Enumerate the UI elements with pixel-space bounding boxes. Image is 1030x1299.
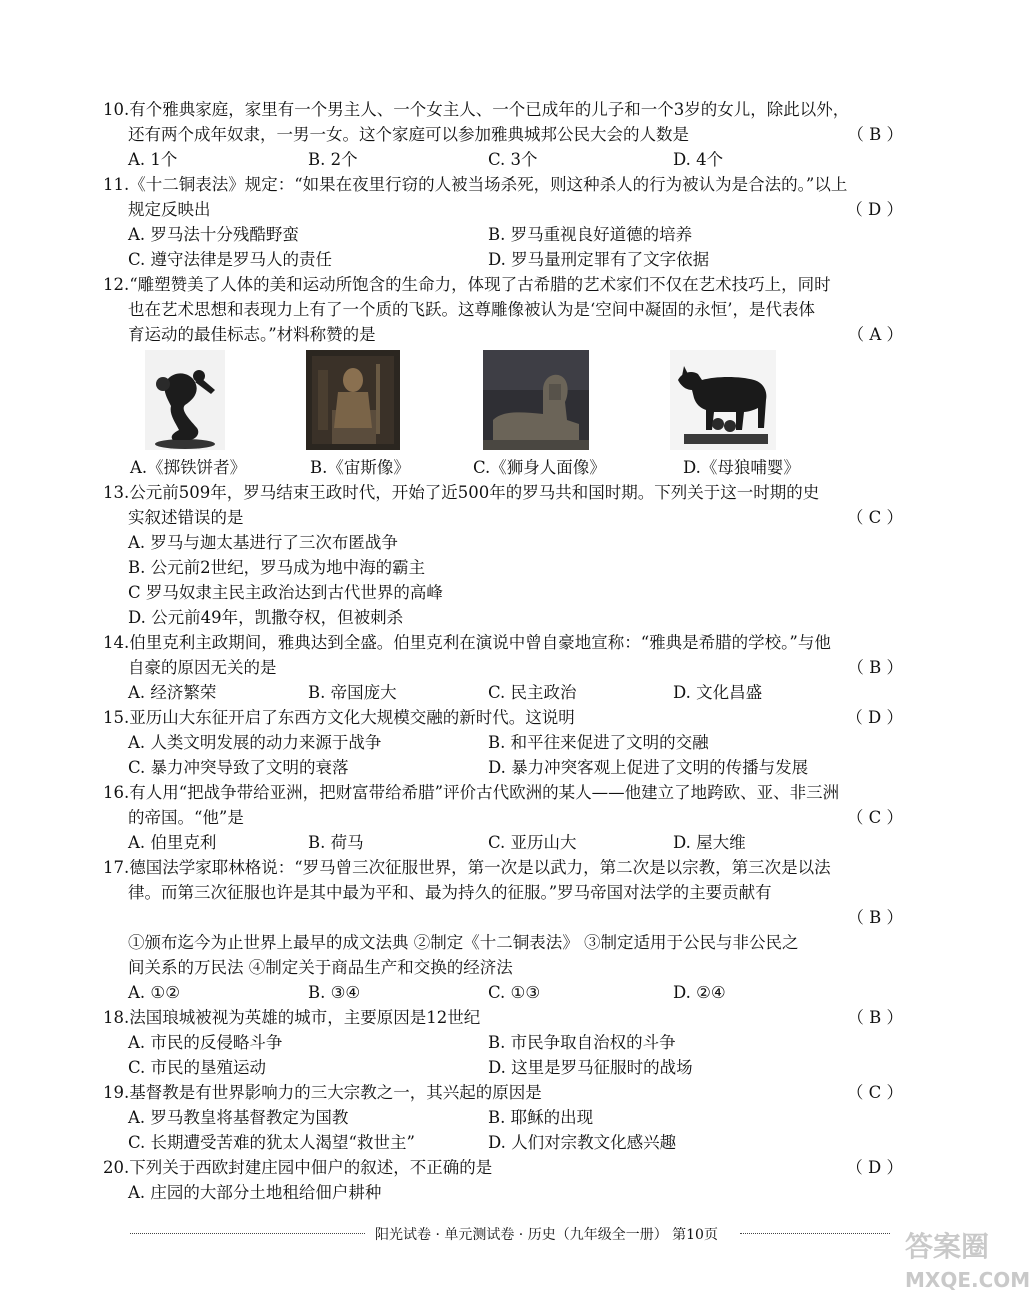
q14-option-b: B. 帝国庞大 xyxy=(308,683,397,702)
question-18 xyxy=(103,1005,903,1080)
q12-answer: （ A ） xyxy=(847,325,903,344)
q10-answer: （ B ） xyxy=(847,125,903,144)
q18-answer: （ B ） xyxy=(847,1008,903,1027)
q10-option-c: C. 3个 xyxy=(488,150,538,169)
q14-option-a: A. 经济繁荣 xyxy=(128,683,217,702)
q13-option-c: C 罗马奴隶主民主政治达到古代世界的高峰 xyxy=(128,583,443,602)
q16-answer: （ C ） xyxy=(846,808,903,827)
q11-line1: 11.《十二铜表法》规定：“如果在夜里行窃的人被当场杀死，则这种杀人的行为被认为是合法的。”以上 xyxy=(103,175,848,194)
q11-option-b: B. 罗马重视良好道德的培养 xyxy=(488,225,693,244)
q12-option-d: D.《母狼哺婴》 xyxy=(683,458,800,477)
footer-dotted-rule-left xyxy=(130,1233,365,1234)
question-17 xyxy=(103,855,903,1005)
q15-line1: 15.亚历山大东征开启了东西方文化大规模交融的新时代。这说明 xyxy=(103,708,575,727)
question-10 xyxy=(103,97,903,172)
q10-line1: 10.有个雅典家庭，家里有一个男主人、一个女主人、一个已成年的儿子和一个3岁的女儿，除此以外， xyxy=(103,100,850,119)
q16-option-b: B. 荷马 xyxy=(308,833,364,852)
q12-line2: 也在艺术思想和表现力上有了一个质的飞跃。这尊雕像被认为是‘空间中凝固的永恒’，是代表体 xyxy=(128,300,815,319)
q15-option-b: B. 和平往来促进了文明的交融 xyxy=(488,733,709,752)
page-footer xyxy=(130,1224,890,1244)
q19-line1: 19.基督教是有世界影响力的三大宗教之一，其兴起的原因是 xyxy=(103,1083,542,1102)
q17-option-d: D. ②④ xyxy=(673,983,726,1002)
q17-line4: 间关系的万民法 ④制定关于商品生产和交换的经济法 xyxy=(128,958,513,977)
q16-line1: 16.有人用“把战争带给亚洲，把财富带给希腊”评价古代欧洲的某人——他建立了地跨欧、亚、非三洲 xyxy=(103,783,840,802)
q16-option-d: D. 屋大维 xyxy=(673,833,746,852)
q17-option-a: A. ①② xyxy=(128,983,180,1002)
q18-option-b: B. 市民争取自治权的斗争 xyxy=(488,1033,676,1052)
q18-option-a: A. 市民的反侵略斗争 xyxy=(128,1033,283,1052)
q11-option-a: A. 罗马法十分残酷野蛮 xyxy=(128,225,299,244)
q13-line1: 13.公元前509年，罗马结束王政时代，开始了近500年的罗马共和国时期。下列关于这一时期的史 xyxy=(103,483,820,502)
question-16 xyxy=(103,780,903,855)
question-11 xyxy=(103,172,903,272)
sphinx-image xyxy=(483,350,589,450)
q20-option-a: A. 庄园的大部分土地租给佃户耕种 xyxy=(128,1183,382,1202)
q12-line3: 育运动的最佳标志。”材料称赞的是 xyxy=(128,325,376,344)
q15-answer: （ D ） xyxy=(846,708,903,727)
q13-option-a: A. 罗马与迦太基进行了三次布匿战争 xyxy=(128,533,398,552)
q11-line2: 规定反映出 xyxy=(128,200,211,219)
question-14 xyxy=(103,630,903,705)
q20-line1: 20.下列关于西欧封建庄园中佃户的叙述，不正确的是 xyxy=(103,1158,493,1177)
q14-option-d: D. 文化昌盛 xyxy=(673,683,763,702)
watermark-logo: 答案圈 xyxy=(905,1230,990,1263)
footer-dotted-rule-right xyxy=(740,1233,890,1234)
q11-answer: （ D ） xyxy=(846,200,903,219)
q18-option-d: D. 这里是罗马征服时的战场 xyxy=(488,1058,693,1077)
question-13 xyxy=(103,480,903,630)
q15-option-a: A. 人类文明发展的动力来源于战争 xyxy=(128,733,382,752)
q16-line2: 的帝国。“他”是 xyxy=(128,808,244,827)
question-15 xyxy=(103,705,903,780)
q19-option-b: B. 耶稣的出现 xyxy=(488,1108,594,1127)
q10-option-a: A. 1个 xyxy=(128,150,178,169)
q17-answer: （ B ） xyxy=(847,908,903,927)
zeus-statue-image xyxy=(306,350,400,450)
q10-option-b: B. 2个 xyxy=(308,150,358,169)
question-12 xyxy=(103,272,903,347)
q13-option-d: D. 公元前49年，凯撒夺权，但被刺杀 xyxy=(128,608,404,627)
q14-option-c: C. 民主政治 xyxy=(488,683,577,702)
q13-line2: 实叙述错误的是 xyxy=(128,508,244,527)
q10-line2: 还有两个成年奴隶，一男一女。这个家庭可以参加雅典城邦公民大会的人数是 xyxy=(128,125,689,144)
q10-option-d: D. 4个 xyxy=(673,150,724,169)
q12-line1: 12.“雕塑赞美了人体的美和运动所饱含的生命力，体现了古希腊的艺术家们不仅在艺术技巧上，同时 xyxy=(103,275,831,294)
q17-option-b: B. ③④ xyxy=(308,983,361,1002)
q11-option-c: C. 遵守法律是罗马人的责任 xyxy=(128,250,333,269)
q16-option-c: C. 亚历山大 xyxy=(488,833,577,852)
q19-answer: （ C ） xyxy=(846,1083,903,1102)
q18-line1: 18.法国琅城被视为英雄的城市，主要原因是12世纪 xyxy=(103,1008,481,1027)
q19-option-a: A. 罗马教皇将基督教定为国教 xyxy=(128,1108,349,1127)
q19-option-d: D. 人们对宗教文化感兴趣 xyxy=(488,1133,677,1152)
q15-option-c: C. 暴力冲突导致了文明的衰落 xyxy=(128,758,349,777)
capitoline-wolf-image xyxy=(670,350,776,450)
q12-option-b: B.《宙斯像》 xyxy=(310,458,410,477)
q12-option-c: C.《狮身人面像》 xyxy=(473,458,606,477)
question-20 xyxy=(103,1155,903,1205)
question-19 xyxy=(103,1080,903,1155)
q17-line2: 律。而第三次征服也许是其中最为平和、最为持久的征服。”罗马帝国对法学的主要贡献有 xyxy=(128,883,772,902)
q17-line1: 17.德国法学家耶林格说：“罗马曾三次征服世界，第一次是以武力，第二次是以宗教，第三次是以法 xyxy=(103,858,831,877)
q16-option-a: A. 伯里克利 xyxy=(128,833,217,852)
q17-line3: ①颁布迄今为止世界上最早的成文法典 ②制定《十二铜表法》 ③制定适用于公民与非公民之 xyxy=(128,933,799,952)
footer-text: 阳光试卷 · 单元测试卷 · 历史（九年级全一册） 第10页 xyxy=(375,1227,718,1243)
discobolus-image xyxy=(145,350,225,450)
q15-option-d: D. 暴力冲突客观上促进了文明的传播与发展 xyxy=(488,758,809,777)
q14-answer: （ B ） xyxy=(847,658,903,677)
watermark-url: MXQE.COM xyxy=(905,1268,1030,1292)
q18-option-c: C. 市民的垦殖运动 xyxy=(128,1058,267,1077)
q11-option-d: D. 罗马量刑定罪有了文字依据 xyxy=(488,250,710,269)
q17-option-c: C. ①③ xyxy=(488,983,541,1002)
q10-options xyxy=(103,147,903,172)
q14-line2: 自豪的原因无关的是 xyxy=(128,658,277,677)
q13-answer: （ C ） xyxy=(846,508,903,527)
q13-option-b: B. 公元前2世纪，罗马成为地中海的霸主 xyxy=(128,558,426,577)
q20-answer: （ D ） xyxy=(846,1158,903,1177)
q19-option-c: C. 长期遭受苦难的犹太人渴望“救世主” xyxy=(128,1133,415,1152)
q14-line1: 14.伯里克利主政期间，雅典达到全盛。伯里克利在演说中曾自豪地宣称：“雅典是希腊的学校。”与他 xyxy=(103,633,831,652)
q12-option-a: A.《掷铁饼者》 xyxy=(130,458,247,477)
